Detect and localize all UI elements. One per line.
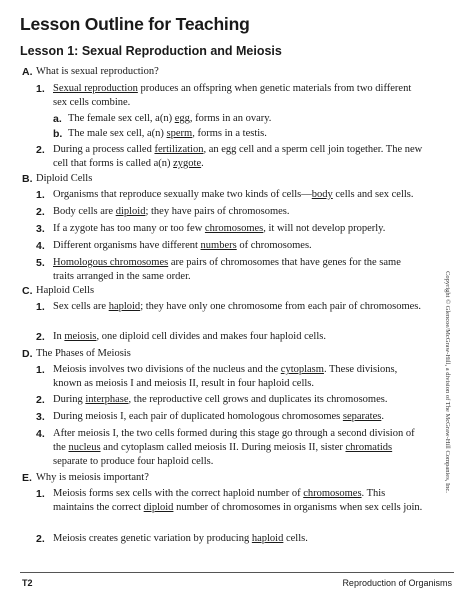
item-number: 1.: [36, 189, 45, 201]
section-heading: Diploid Cells: [36, 173, 93, 184]
answer-term: numbers: [200, 240, 237, 251]
answer-term: zygote: [173, 158, 202, 169]
answer-term: chromosomes: [303, 488, 362, 499]
answer-term: diploid: [115, 206, 146, 217]
answer-term: haploid: [108, 301, 141, 312]
answer-term: chromosomes: [204, 223, 264, 234]
answer-term: separates: [342, 411, 382, 422]
item-number: 2.: [36, 331, 45, 343]
item-text: Meiosis involves two divisions of the nucleus and the cytoplasm. These divisions, known as meiosis I and meiosis II, result in four haploid cells.: [53, 364, 398, 389]
subitem-text: The female sex cell, a(n) egg, forms in an ovary.: [68, 113, 272, 124]
answer-term: nucleus: [68, 442, 101, 453]
answer-term: Sexual reproduction: [53, 83, 138, 94]
section-letter: B.: [22, 173, 33, 185]
section-heading: Why is meiosis important?: [36, 472, 149, 483]
item-text: Organisms that reproduce sexually make two kinds of cells—body cells and sex cells.: [53, 189, 414, 200]
answer-term: interphase: [85, 394, 129, 405]
subitem-letter: b.: [53, 128, 63, 140]
item-text: Body cells are diploid; they have pairs of chromosomes.: [53, 206, 290, 217]
item-number: 1.: [36, 364, 45, 376]
answer-term: sperm: [166, 128, 193, 139]
answer-term: cytoplasm: [280, 364, 324, 375]
item-number: 3.: [36, 411, 45, 423]
item-text: Homologous chromosomes are pairs of chromosomes that have genes for the same traits arranged in the same order.: [53, 257, 401, 282]
section-heading: Haploid Cells: [36, 285, 95, 296]
item-number: 2.: [36, 533, 45, 545]
item-text: Meiosis forms sex cells with the correct haploid number of chromosomes. This maintains the correct diploid number of chromosomes in organisms when sex cells join.: [53, 488, 423, 513]
section-letter: A.: [22, 66, 33, 78]
answer-term: haploid: [251, 533, 284, 544]
item-text: In meiosis, one diploid cell divides and makes four haploid cells.: [53, 331, 326, 342]
item-text: Meiosis creates genetic variation by producing haploid cells.: [53, 533, 308, 544]
answer-term: egg: [174, 113, 190, 124]
item-number: 1.: [36, 83, 45, 95]
item-number: 2.: [36, 394, 45, 406]
item-text: If a zygote has too many or too few chromosomes, it will not develop properly.: [53, 223, 386, 234]
item-text: During interphase, the reproductive cell grows and duplicates its chromosomes.: [53, 394, 388, 405]
item-text: Sex cells are haploid; they have only one chromosome from each pair of chromosomes.: [53, 301, 421, 312]
answer-term: fertilization: [154, 144, 204, 155]
answer-term: body: [311, 189, 333, 200]
subitem-letter: a.: [53, 113, 62, 125]
item-number: 2.: [36, 144, 45, 156]
section-letter: D.: [22, 348, 33, 360]
copyright-notice: Copyright © Glencoe/McGraw-Hill, a division of The McGraw-Hill Companies, Inc.: [444, 271, 451, 493]
section-heading: The Phases of Meiosis: [36, 348, 131, 359]
item-text: During a process called fertilization, an egg cell and a sperm cell join together. The new cell that forms is called a(n) zygote.: [53, 144, 423, 169]
lesson-heading: Lesson 1: Sexual Reproduction and Meiosis: [20, 44, 282, 58]
page-title: Lesson Outline for Teaching: [20, 14, 250, 34]
item-number: 5.: [36, 257, 45, 269]
subitem-text: The male sex cell, a(n) sperm, forms in a testis.: [68, 128, 267, 139]
item-number: 4.: [36, 428, 45, 440]
item-number: 4.: [36, 240, 45, 252]
answer-term: Homologous chromosomes: [53, 257, 169, 268]
section-letter: C.: [22, 285, 33, 297]
answer-term: meiosis: [64, 331, 97, 342]
item-text: During meiosis I, each pair of duplicated homologous chromosomes separates.: [53, 411, 384, 422]
section-letter: E.: [22, 472, 32, 484]
item-number: 1.: [36, 301, 45, 313]
unit-title: Reproduction of Organisms: [342, 578, 452, 588]
answer-term: diploid: [143, 502, 174, 513]
item-number: 2.: [36, 206, 45, 218]
item-text: Different organisms have different numbers of chromosomes.: [53, 240, 312, 251]
section-heading: What is sexual reproduction?: [36, 66, 159, 77]
item-text: After meiosis I, the two cells formed during this stage go through a second division of the nucleus and cytoplasm called meiosis II. During meiosis II, sister chromatids separate to produce four haploid cells.: [53, 428, 415, 467]
page-number: T2: [22, 578, 33, 588]
item-number: 3.: [36, 223, 45, 235]
item-text: Sexual reproduction produces an offspring when genetic materials from two different sex cells combine.: [53, 83, 412, 108]
footer-rule: [20, 572, 454, 573]
item-number: 1.: [36, 488, 45, 500]
answer-term: chromatids: [345, 442, 393, 453]
